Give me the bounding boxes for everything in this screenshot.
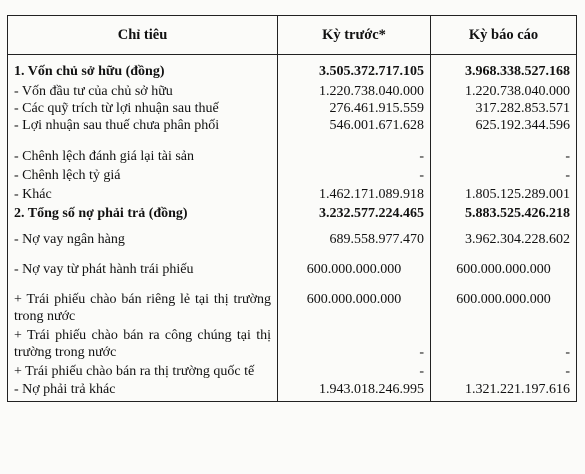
- row-label: + Trái phiếu chào bán ra công chúng tại thị trường trong nước: [8, 325, 278, 361]
- row-label: + Trái phiếu chào bán ra thị trường quốc tế: [8, 361, 278, 380]
- table-row: [8, 80, 577, 100]
- row-label: - Chênh lệch đánh giá lại tài sản: [8, 147, 278, 165]
- table-header-row: [8, 16, 577, 55]
- row-prev-value: 3.505.372.717.105: [278, 55, 431, 81]
- row-report-value: -: [431, 361, 577, 380]
- row-prev-value: 600.000.000.000: [278, 289, 431, 325]
- header-indicator: Chỉ tiêu: [8, 16, 278, 55]
- row-prev-value: 3.232.577.224.465: [278, 203, 431, 229]
- row-report-value: 600.000.000.000: [431, 259, 577, 289]
- table-row: [8, 165, 577, 184]
- table-row: [8, 380, 577, 402]
- row-label: - Vốn đầu tư của chủ sở hữu: [8, 80, 278, 100]
- row-prev-value: 546.001.671.628: [278, 117, 431, 147]
- table-row: [8, 259, 577, 289]
- row-report-value: 3.968.338.527.168: [431, 55, 577, 81]
- row-prev-value: -: [278, 147, 431, 165]
- row-prev-value: -: [278, 165, 431, 184]
- row-report-value: -: [431, 147, 577, 165]
- row-label: 1. Vốn chủ sở hữu (đồng): [8, 55, 278, 81]
- row-report-value: 1.805.125.289.001: [431, 184, 577, 203]
- row-prev-value: 276.461.915.559: [278, 100, 431, 117]
- table-row-liabilities-total: [8, 203, 577, 229]
- row-label: - Nợ phải trả khác: [8, 380, 278, 402]
- row-label: - Khác: [8, 184, 278, 203]
- table-row: [8, 117, 577, 147]
- row-prev-value: 1.220.738.040.000: [278, 80, 431, 100]
- row-report-value: 1.321.221.197.616: [431, 380, 577, 402]
- row-label: - Nợ vay từ phát hành trái phiếu: [8, 259, 278, 289]
- row-report-value: 600.000.000.000: [431, 289, 577, 325]
- table-row: [8, 147, 577, 165]
- table-row: [8, 325, 577, 361]
- table-row-equity-total: [8, 55, 577, 81]
- row-prev-value: -: [278, 325, 431, 361]
- table-row: [8, 289, 577, 325]
- row-label: + Trái phiếu chào bán riêng lẻ tại thị trường trong nước: [8, 289, 278, 325]
- row-report-value: -: [431, 325, 577, 361]
- row-report-value: 625.192.344.596: [431, 117, 577, 147]
- header-previous-period: Kỳ trước*: [278, 16, 431, 55]
- financial-table: [7, 15, 577, 402]
- table-row: [8, 184, 577, 203]
- row-prev-value: 1.462.171.089.918: [278, 184, 431, 203]
- row-label: - Nợ vay ngân hàng: [8, 229, 278, 259]
- row-prev-value: 1.943.018.246.995: [278, 380, 431, 402]
- table-row: [8, 229, 577, 259]
- header-report-period: Kỳ báo cáo: [431, 16, 577, 55]
- row-label: - Lợi nhuận sau thuế chưa phân phối: [8, 117, 278, 147]
- table-row: [8, 100, 577, 117]
- table-row: [8, 361, 577, 380]
- row-prev-value: 600.000.000.000: [278, 259, 431, 289]
- row-prev-value: -: [278, 361, 431, 380]
- row-report-value: 317.282.853.571: [431, 100, 577, 117]
- row-label: - Chênh lệch tỷ giá: [8, 165, 278, 184]
- row-prev-value: 689.558.977.470: [278, 229, 431, 259]
- row-report-value: 5.883.525.426.218: [431, 203, 577, 229]
- row-report-value: 3.962.304.228.602: [431, 229, 577, 259]
- row-report-value: 1.220.738.040.000: [431, 80, 577, 100]
- row-label: 2. Tổng số nợ phải trả (đồng): [8, 203, 278, 229]
- row-report-value: -: [431, 165, 577, 184]
- row-label: - Các quỹ trích từ lợi nhuận sau thuế: [8, 100, 278, 117]
